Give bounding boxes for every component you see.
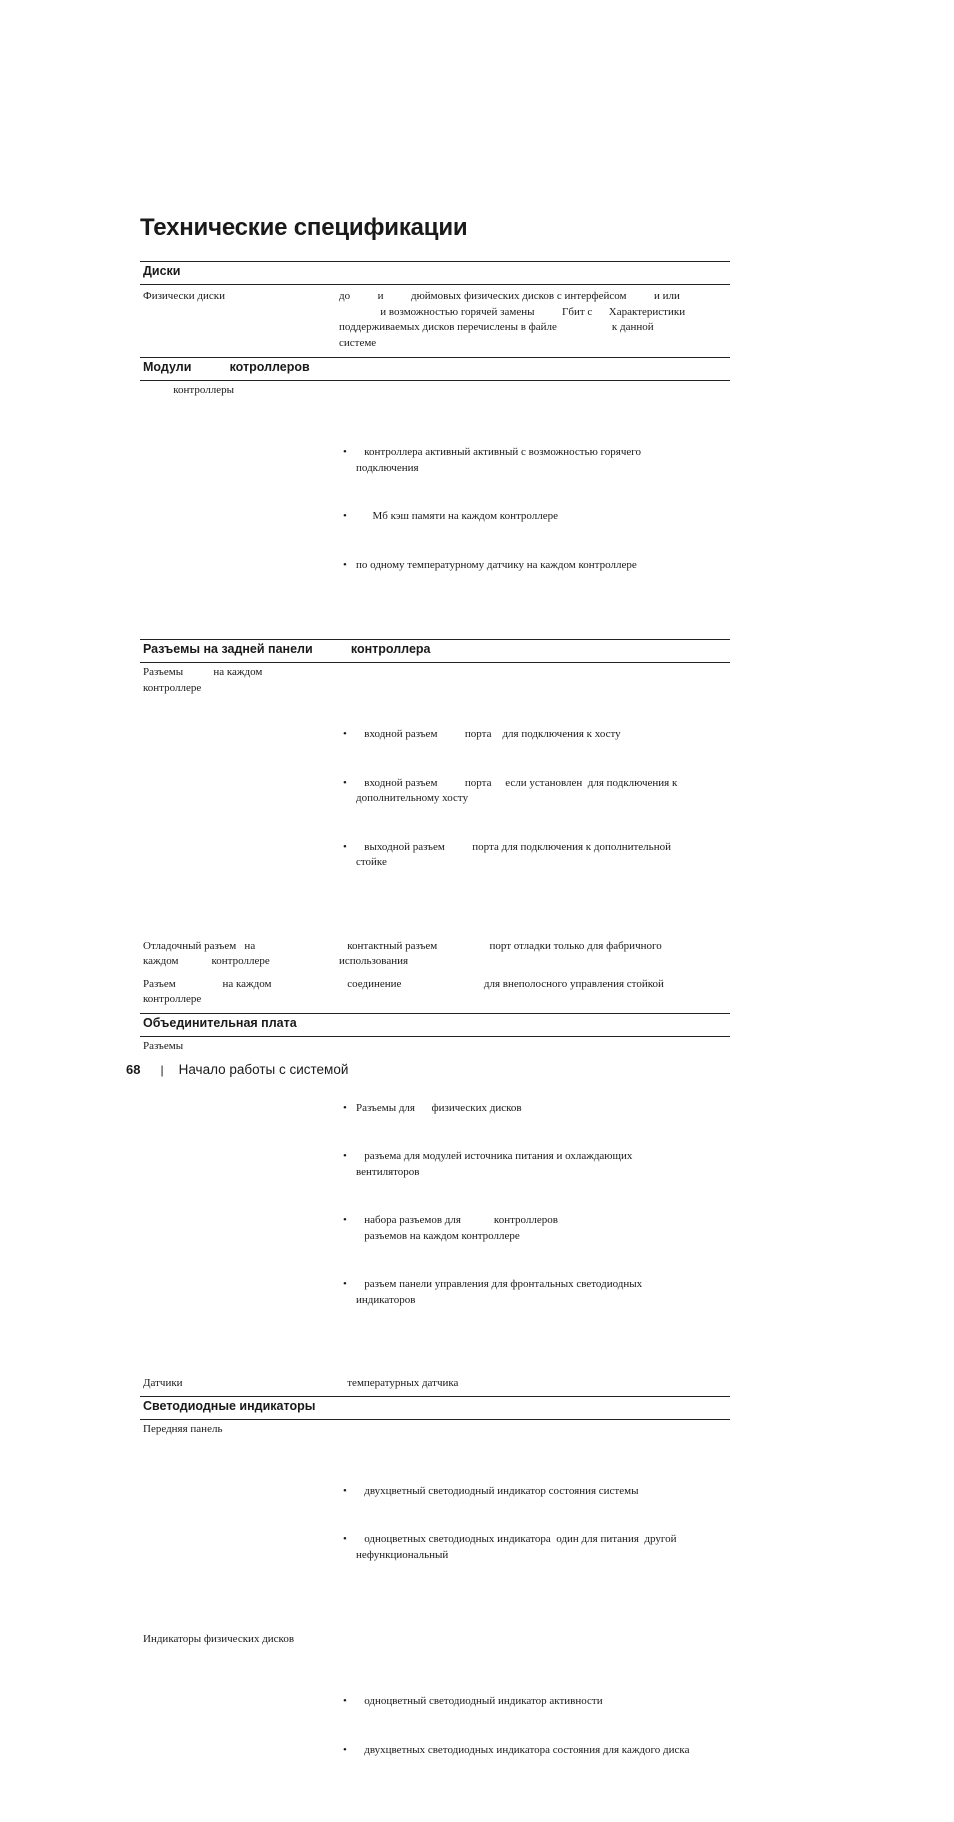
spec-value [339,1422,730,1628]
bullet-item: • по одному температурному датчику на каждом контроллере [339,558,730,574]
spec-row [140,1037,730,1377]
bullet-item: • контроллера активный активный с возможностью горячего подключения [339,445,730,476]
page-title: Технические спецификации [140,214,468,241]
spec-label: Индикаторы физических дисков [143,1633,295,1645]
spec-row [140,977,730,1013]
bullet-item: • входной разъем порта если установлен для подключения к дополнительному хосту [339,776,730,807]
spec-row [140,663,730,939]
bullet-list [339,696,730,904]
spec-value [339,1039,730,1373]
section-heading-controllers: Модули котроллеров [140,357,730,381]
bullet-item: • входной разъем порта для подключения к хосту [339,727,730,743]
spec-label: Разъемы на каждом контроллере [143,666,263,694]
spec-row [140,1376,730,1396]
bullet-item: • одноцветный светодиодный индикатор активности [339,1694,730,1710]
section-heading-backplane: Объединительная плата [140,1013,730,1037]
spec-label: Разъемы [143,1039,184,1052]
bullet-item: • выходной разъем порта для подключения к дополнительной стойке [339,840,730,871]
spec-table [140,261,730,1822]
spec-label: Разъем на каждом контроллере [143,977,272,1005]
spec-value: температурных датчика [339,1377,459,1389]
spec-value: до и дюймовых физических дисков с интерфейсом и или и возможностью горячей замены Гбит с Характеристики поддерживаемых дисков перечислены в файле к данной системе [339,290,686,349]
bullet-list [339,1453,730,1597]
spec-value [339,1632,730,1822]
spec-row [140,285,730,357]
page-footer [126,1062,348,1077]
section-heading-disks: Диски [140,261,730,285]
spec-row [140,1632,730,1822]
bullet-list [339,414,730,606]
spec-row [140,1420,730,1633]
spec-value: контактный разъем порт отладки только для фабричного использования [339,939,662,967]
section-heading-rear-connectors: Разъемы на задней панели контроллера [140,639,730,663]
spec-value [339,383,730,637]
bullet-item: • двухцветный светодиодный индикатор состояния системы [339,1484,730,1500]
section-heading-leds: Светодиодные индикаторы [140,1396,730,1420]
bullet-item: • набора разъемов для контроллеров разъемов на каждом контроллере [339,1213,730,1244]
footer-separator: | [160,1063,164,1077]
spec-label: Физически диски [143,290,225,302]
spec-label: Отладочный разъем на каждом контроллере [143,939,270,967]
spec-label: контроллеры [143,384,234,396]
bullet-item: • одноцветных светодиодных индикатора один для питания другой нефункциональный [339,1532,730,1563]
spec-label: Датчики [143,1377,183,1389]
spec-label: Передняя панель [143,1422,223,1435]
bullet-list [339,1663,730,1791]
footer-section-title: Начало работы с системой [178,1062,349,1077]
spec-row [140,381,730,639]
bullet-item: • двухцветных светодиодных индикатора состояния для каждого диска [339,1743,730,1759]
bullet-list [339,1070,730,1342]
spec-value [339,665,730,935]
bullet-item: • разъема для модулей источника питания и охлаждающих вентиляторов [339,1149,730,1180]
bullet-item: • Разъемы для физических дисков [339,1101,730,1117]
bullet-item: • разъем панели управления для фронтальных светодиодных индикаторов [339,1277,730,1308]
bullet-item: • Мб кэш памяти на каждом контроллере [339,509,730,525]
spec-value: соединение для внеполосного управления стойкой [339,977,664,990]
page-number: 68 [126,1062,141,1077]
spec-row [140,939,730,977]
